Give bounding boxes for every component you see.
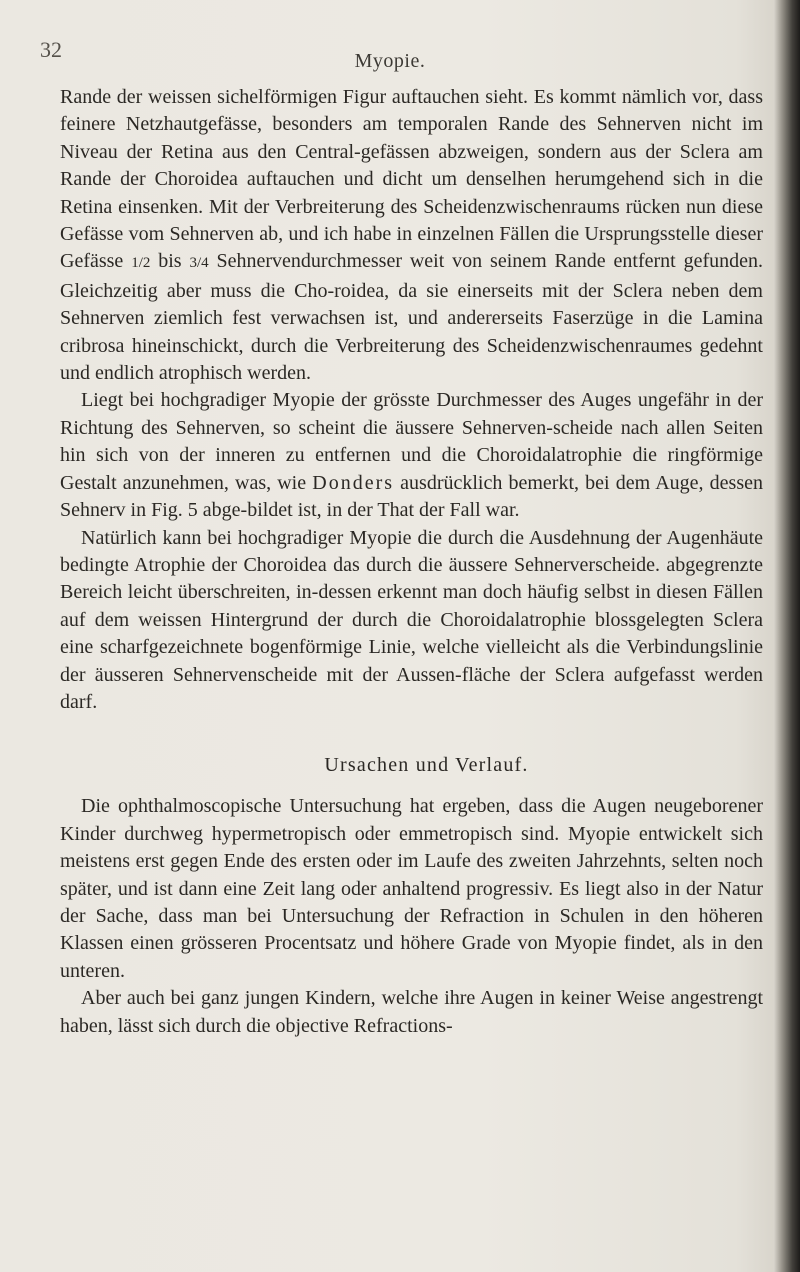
- paragraph-text: bis: [150, 250, 190, 273]
- paragraph: [60, 84, 763, 387]
- body-text: [60, 84, 763, 1040]
- running-title: Myopie.: [354, 50, 426, 72]
- paragraph-text: ausdrücklich bemerkt, bei dem Auge, dessen Sehnerv in Fig. 5 abge-bildet ist, in der That der Fall war.: [60, 471, 763, 522]
- author-name: Donders: [312, 471, 395, 494]
- page-binding-edge: [774, 0, 800, 1272]
- paragraph-text: Rande der weissen sichelförmigen Figur auftauchen sieht. Es kommt nämlich vor, dass feinere Netzhautgefässe, besonders am temporalen Rande des Sehnerven nicht im Niveau der Retina aus den Central-gefässen abzweigen, sondern aus der Sclera am Rande der Choroidea auftauchen und dicht um denselhen herumgehend sich in die Retina einsenken. Mit der Verbreiterung des Scheidenzwischenraums rücken nun diese Gefässe vom Sehnerven ab, und ich habe in einzelnen Fällen die Ursprungsstelle dieser Gefässe: [60, 86, 763, 273]
- fraction: 1/2: [131, 255, 151, 272]
- paragraph: Die ophthalmoscopische Untersuchung hat ergeben, dass die Augen neugeborener Kinder durchweg hypermetropisch oder emmetropisch sind. Myopie entwickelt sich meistens erst gegen Ende des ersten oder im Laufe des zweiten Jahrzehnts, selten noch später, und ist dann eine Zeit lang oder anhaltend progressiv. Es liegt also in der Natur der Sache, dass man bei Untersuchung der Refraction in Schulen in den höheren Klassen einen grösseren Procentsatz und höhere Grade von Myopie findet, als in den unteren.: [60, 795, 763, 982]
- fraction: 3/4: [189, 255, 209, 272]
- paragraph: Natürlich kann bei hochgradiger Myopie die durch die Ausdehnung der Augenhäute bedingte Atrophie der Choroidea das durch die äussere Sehnerverscheide. abgegrenzte Bereich leicht überschreiten, in-dessen erkennt man doch häufig selbst in diesen Fällen auf dem weissen Hintergrund der durch die Choroidalatrophie blossgelegten Sclera eine scharfgezeichnete bogenförmige Linie, welche vielleicht als die Verbindungslinie der äusseren Sehnervenscheide mit der Aussen-fläche der Sclera aufgefasst werden darf.: [60, 526, 763, 713]
- paragraph: Aber auch bei ganz jungen Kindern, welche ihre Augen in keiner Weise angestrengt haben, lässt sich durch die objective Refractions-: [60, 987, 763, 1037]
- paragraph: [60, 387, 763, 524]
- paragraph-text: Sehnervendurchmesser weit von seinem Rande entfernt gefunden. Gleichzeitig aber muss die Cho-roidea, da sie einerseits mit der Sclera neben dem Sehnerven ziemlich fest verwachsen ist, und andererseits Faserzüge in die Lamina cribrosa hineinschickt, durch die Verbreiterung des Scheidenzwischenraumes gedehnt und endlich atrophisch werden.: [60, 250, 763, 385]
- paragraph-text: Liegt bei hochgradiger Myopie der grösste Durchmesser des Auges ungefähr in der Richtung des Sehnerven, so scheint die äussere Sehnerven-scheide nach allen Seiten hin sich von der inneren zu entfernen und die Choroidalatrophie die ringförmige Gestalt anzunehmen, was, wie: [60, 389, 763, 494]
- section-heading: Ursachen und Verlauf.: [324, 754, 529, 777]
- page-number: 32: [40, 37, 62, 62]
